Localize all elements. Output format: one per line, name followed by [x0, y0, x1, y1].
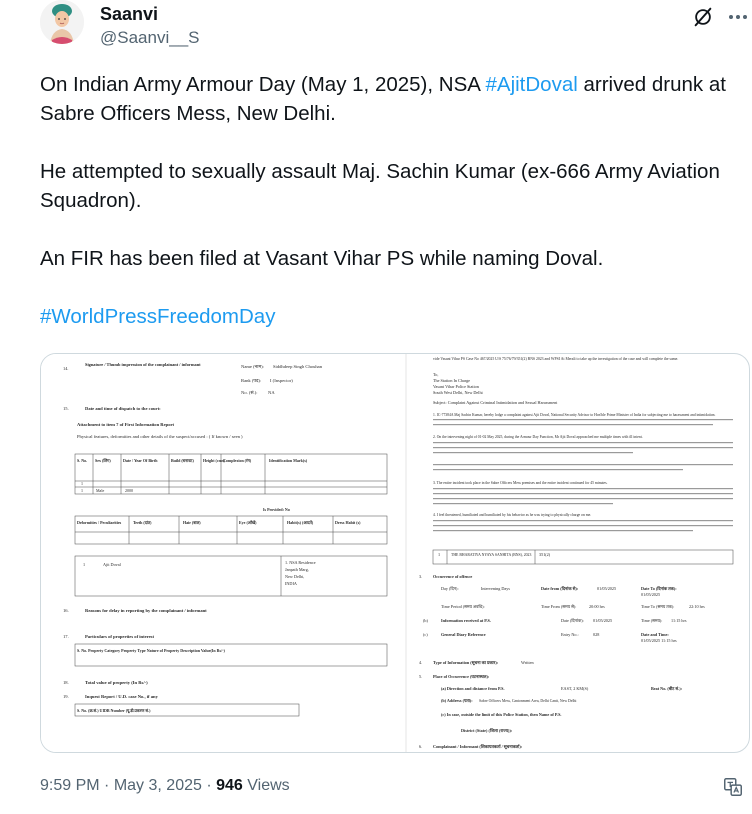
- doc-item-b: (b): [423, 618, 428, 623]
- doc-info-date-label: Date (दिनांक):: [561, 618, 584, 623]
- doc-entry-no-label: Entry No.:: [561, 632, 579, 637]
- doc-entry-no-value: 028: [593, 632, 600, 637]
- doc-attachment: Attachment to item 7 of First Information Report: [77, 422, 175, 427]
- doc-col-eye: Eye (आँखें): [239, 520, 257, 525]
- doc-present-no: Is Provided: No: [263, 507, 290, 512]
- doc-item-19: 19.: [63, 694, 69, 699]
- doc-date-from-value: 01/05/2025: [597, 586, 617, 591]
- doc-item-5: 5.: [419, 674, 423, 679]
- doc-item-15: 15.: [63, 406, 69, 411]
- doc-rank-value: I (Inspector): [270, 378, 293, 383]
- tweet-header: [40, 0, 752, 56]
- doc-item-6-text: Complainant / Informant (शिकायतकर्ता / सूचनाकर्ता):: [433, 744, 523, 749]
- doc-item-16-text: Reasons for delay in reporting by the complainant / informant: [85, 608, 207, 613]
- doc-col-dob: Date / Year Of Birth: [123, 458, 158, 463]
- doc-rank-label: Rank (पद):: [241, 378, 262, 383]
- doc-time-to-value: 22:10 hrs: [689, 604, 705, 609]
- doc-item-16: 16.: [63, 608, 69, 613]
- tweet-paragraph-3: An FIR has been filed at Vasant Vihar PS while naming Doval.: [40, 247, 604, 270]
- doc-accused-address-2: Janpath Marg,: [285, 567, 309, 572]
- doc-item-4-value: Written: [521, 660, 534, 665]
- display-name[interactable]: Saanvi: [100, 4, 159, 24]
- doc-time-from-value: 20:00 hrs: [589, 604, 605, 609]
- doc-item-14: 14.: [63, 366, 69, 371]
- hashtag-link[interactable]: #AjitDoval: [485, 73, 578, 96]
- tweet-meta: [40, 777, 290, 795]
- doc-date-time-value: 01/05/2025 11:15 hrs: [641, 638, 677, 643]
- doc-col-sno: S. No.: [77, 458, 88, 463]
- doc-info-time-label: Time (समय):: [641, 618, 663, 623]
- doc-to: To,: [433, 372, 439, 377]
- doc-accused-address-4: INDIA: [285, 581, 297, 586]
- doc-item-5-text: Place of Occurrence (घटनास्थल):: [433, 674, 490, 679]
- doc-accused-address-1: 1. NSA Residence: [285, 560, 316, 565]
- doc-item-c: (c): [423, 632, 428, 637]
- doc-to-1: The Station In Charge: [433, 378, 471, 383]
- doc-date-to-value: 01/05/2025: [641, 592, 661, 597]
- views-label: Views: [242, 777, 290, 794]
- doc-item-15-text: Date and time of dispatch to the court:: [85, 406, 161, 411]
- doc-day-label: Day (दिन):: [441, 586, 459, 591]
- doc-para-1: 1. IC-77384A Maj Sachin Kumar, hereby lodge a complaint against Ajit Doval, National Security Advisor to Hon'ble Prime Minister of India for subjecting me to harassment and intimidation.: [433, 413, 716, 417]
- doc-item-17-text: Particulars of properties of interest: [85, 634, 154, 639]
- doc-to-3: South West Delhi, New Delhi: [433, 390, 483, 395]
- doc-item-17: 17.: [63, 634, 69, 639]
- translate-icon[interactable]: [722, 776, 744, 798]
- doc-date-from-label: Date from (दिनांक से):: [541, 586, 579, 591]
- doc-act-name: THE BHARATIYA NYAYA SANHITA (BNS), 2023: [451, 553, 532, 557]
- doc-to-2: Vasant Vihar Police Station: [433, 384, 479, 389]
- fir-document: [41, 354, 749, 752]
- doc-col-dress: Dress Habit (s): [335, 520, 361, 525]
- doc-para-3: 3. The entire incident took place in the Sabre Officers Mess premises and the entire incident continued for 45 minutes.: [433, 481, 608, 485]
- doc-row-sex: Male: [96, 488, 105, 493]
- doc-name-value: Siddhdeep Singh Chouhan: [273, 364, 322, 369]
- doc-info-received: Information received at P.S.: [441, 618, 491, 623]
- doc-col-hair: Hair (बाल): [183, 520, 201, 525]
- meta-separator: ·: [206, 777, 212, 794]
- doc-date-time-label: Date and Time:: [641, 632, 669, 637]
- doc-row-1: 1: [81, 481, 83, 486]
- tweet-time[interactable]: 9:59 PM: [40, 777, 100, 794]
- views-count: 946: [216, 777, 243, 794]
- doc-district-label: District (State) (जिला (राज्य)):: [461, 728, 513, 733]
- tweet-paragraph-2: He attempted to sexually assault Maj. Sachin Kumar (ex-666 Army Aviation Squadron).: [40, 160, 720, 212]
- doc-col-teeth: Teeth (दांत): [133, 520, 152, 525]
- doc-col-habits: Habit(s) (आदतें): [287, 520, 314, 525]
- doc-no-value: NA: [268, 390, 275, 395]
- doc-time-period: Time Period (समय अवधि):: [441, 604, 485, 609]
- doc-accused-name: Ajit Doval: [103, 562, 121, 567]
- more-icon[interactable]: [726, 6, 750, 28]
- doc-item-18: 18.: [63, 680, 69, 685]
- doc-para-2: 2. On the intervening night of 01-02 May 2025, during the Armour Day Function, Mr Ajit Doval approached me multiple times with ill intent.: [433, 435, 643, 439]
- doc-name-label: Name (नाम):: [241, 364, 264, 369]
- doc-col-marks: Identification Mark(s): [269, 458, 308, 463]
- doc-date-to-label: Date To (दिनांक तक):: [641, 586, 677, 591]
- doc-top-line: vide Vasant Vihar PS Case No 467/2025 U/S 75/76/79/351(2) BNS 2023 and WPSI At Merali to take up the investigation of the case and will complete the same.: [433, 357, 679, 361]
- tweet-text-segment: arrived drunk at Sabre Officers Mess, New Delhi.: [40, 73, 726, 125]
- doc-item-6: 6.: [419, 744, 423, 749]
- doc-row-dob: 2000: [125, 488, 133, 493]
- avatar-illustration: [40, 0, 84, 44]
- doc-info-date-value: 01/05/2025: [593, 618, 613, 623]
- doc-accused-address-3: New Delhi,: [285, 574, 305, 579]
- doc-item-4-text: Type of Information (सूचना का प्रकार):: [433, 660, 499, 665]
- doc-act-section: 351(2): [539, 552, 551, 557]
- doc-uidb: S. No. (क्र.सं.) UIDB Number (यू.डी.प्रकरण सं.): [77, 708, 151, 713]
- doc-address-value: Sabre Officers Mess, Cantonment Area, Delhi Cantt, New Delhi: [479, 699, 577, 703]
- doc-item-4: 4.: [419, 660, 423, 665]
- tweet-paragraph-1: [40, 70, 740, 128]
- tweet-paragraph-4: [40, 302, 740, 331]
- hashtag-link[interactable]: #WorldPressFreedomDay: [40, 305, 276, 328]
- doc-info-time-value: 11:15 hrs: [671, 618, 687, 623]
- doc-no-label: No. (सं.):: [241, 390, 258, 395]
- doc-property-columns: S. No. Property Category Property Type Nature of Property Description Value(In Rs/-): [77, 648, 225, 653]
- doc-gdr: General Diary Reference: [441, 632, 486, 637]
- doc-item-3: 3.: [419, 574, 423, 579]
- user-handle[interactable]: @Saanvi__S: [100, 28, 200, 47]
- doc-item-19-text: Inquest Report / U.D. case No., if any: [85, 694, 158, 699]
- tweet-text: [40, 70, 740, 331]
- doc-col-height: Height (cms): [203, 458, 225, 463]
- doc-time-from-label: Time From (समय से):: [541, 604, 577, 609]
- doc-signature-label: Signature / Thumb impression of the complainant / informant: [85, 362, 201, 367]
- doc-physical-features: Physical features, deformities and other details of the suspect/accused : ( If known / seen ): [77, 434, 243, 439]
- tweet-date[interactable]: May 3, 2025: [113, 777, 202, 794]
- doc-day-value: Intervening Days: [481, 586, 510, 591]
- doc-col-complexion: Complexion (रंग): [223, 458, 252, 463]
- avatar[interactable]: [40, 0, 84, 44]
- doc-time-to-label: Time To (समय तक):: [641, 604, 675, 609]
- tweet-text-segment: On Indian Army Armour Day (May 1, 2025), NSA: [40, 73, 486, 96]
- doc-direction-label: (a) Direction and distance from P.S.: [441, 686, 505, 691]
- grok-icon[interactable]: [692, 6, 714, 28]
- doc-subject: Subject: Complaint Against Criminal Intimidation and Sexual Harassment: [433, 400, 558, 405]
- doc-row-1-value: 1: [81, 488, 83, 493]
- doc-col-sex: Sex (लिंग): [95, 458, 111, 463]
- doc-accused-no: 1: [83, 562, 86, 567]
- doc-item-18-text: Total value of property (In Rs/-): [85, 680, 148, 685]
- meta-separator: ·: [104, 777, 110, 794]
- doc-beat-label: Beat No. (बीट सं.):: [651, 686, 683, 691]
- doc-item-3-text: Occurrence of offence: [433, 574, 473, 579]
- doc-col-deformities: Deformities / Peculiarities: [77, 520, 122, 525]
- media-image[interactable]: [40, 353, 750, 753]
- doc-para-4: 4. I feel threatened, humiliated and humiliated by his behavior as he was trying to physically charge on me.: [433, 513, 592, 517]
- doc-address-label: (b) Address (पता):: [441, 698, 473, 703]
- doc-col-build: Build (बनावट): [171, 458, 194, 463]
- doc-direction-value: EAST, 2 KM(S): [561, 686, 589, 691]
- doc-outside-label: (c) In case, outside the limit of this Police Station, then Name of P.S.: [441, 712, 562, 717]
- doc-act-no: 1: [438, 552, 441, 557]
